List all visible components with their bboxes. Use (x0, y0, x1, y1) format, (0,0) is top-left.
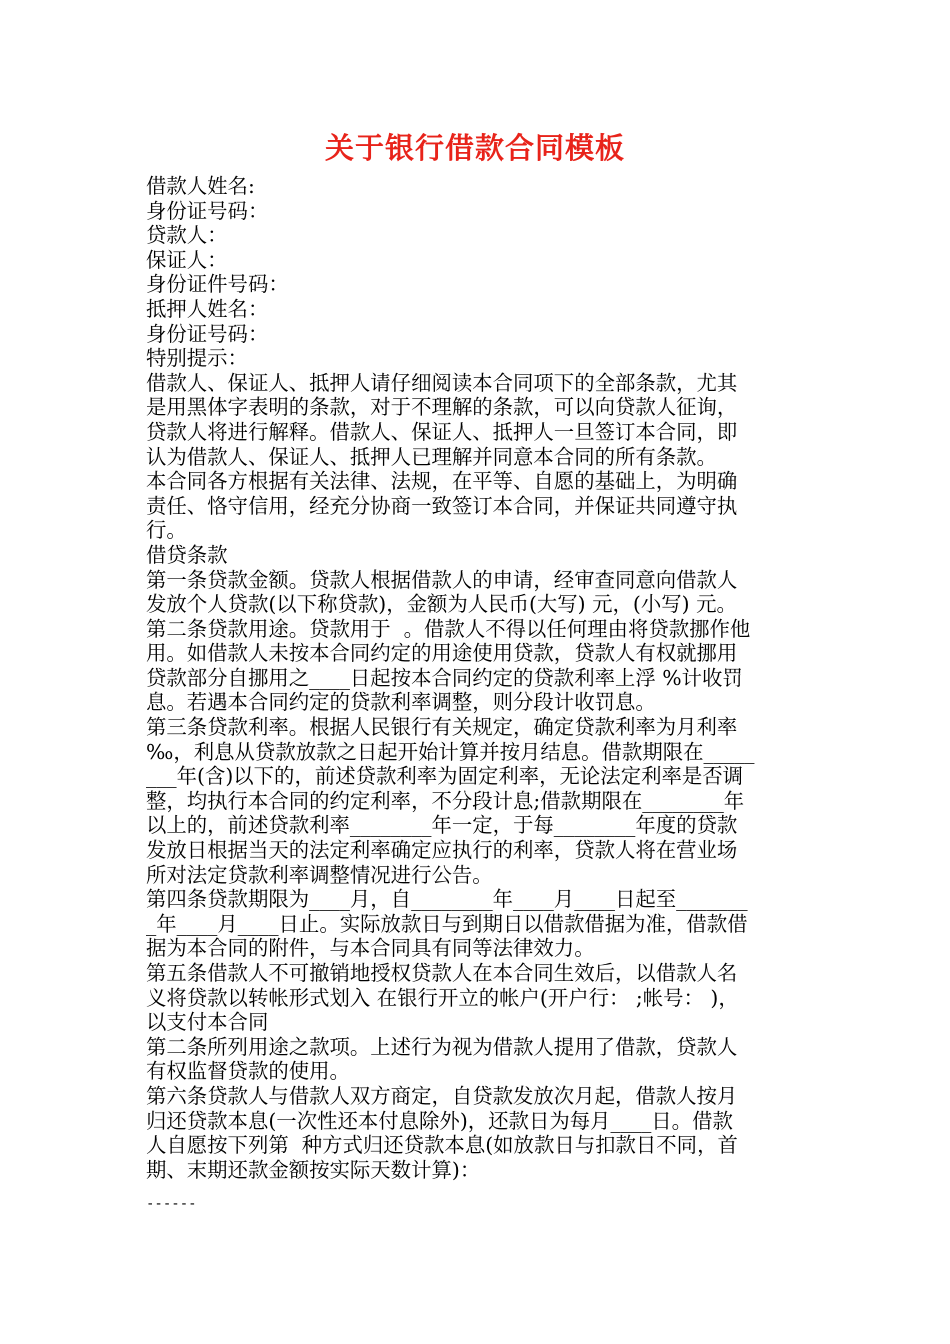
text-line: 第二条所列用途之款项。上述行为视为借款人提用了借款，贷款人 (146, 1034, 738, 1059)
contract-body (146, 174, 812, 1182)
text-line: 贷款部分自挪用之____日起按本合同约定的贷款利率上浮 %计收罚 (146, 665, 743, 690)
text-line: 贷款人将进行解释。借款人、保证人、抵押人一旦签订本合同，即 (146, 419, 738, 444)
text-line: 特别提示： (146, 346, 248, 371)
document-title: 关于银行借款合同模板 (324, 131, 625, 165)
text-line: 第一条贷款金额。贷款人根据借款人的申请，经审查同意向借款人 (146, 567, 738, 592)
text-line: 第六条贷款人与借款人双方商定，自贷款发放次月起，借款人按月 (146, 1083, 738, 1108)
text-line: 发放个人贷款(以下称贷款)，金额为人民币(大写) 元，(小写) 元。 (146, 592, 737, 617)
text-line: 有权监督贷款的使用。 (146, 1059, 350, 1084)
text-line: 期、末期还款金额按实际天数计算)： (146, 1157, 481, 1182)
text-line: 行。 (146, 518, 187, 543)
text-line: 抵押人姓名： (146, 296, 269, 321)
text-line: 整，均执行本合同的约定利率，不分段计息;借款期限在________年 (146, 788, 745, 813)
text-line: 借款人、保证人、抵押人请仔细阅读本合同项下的全部条款，尤其 (146, 370, 738, 395)
text-line: 身份证号码： (146, 198, 269, 223)
text-line: 借款人姓名: (146, 174, 255, 198)
text-line: 第五条借款人不可撤销地授权贷款人在本合同生效后，以借款人名 (146, 961, 738, 985)
footer-rule: ------ (146, 1196, 197, 1212)
text-line: 认为借款人、保证人、抵押人已理解并同意本合同的所有条款。 (146, 444, 717, 469)
text-line: _年____月____日止。实际放款日与到期日以借款借据为准，借款借 (146, 911, 748, 936)
text-line: 身份证件号码： (146, 272, 289, 297)
text-line: 借贷条款 (146, 542, 228, 567)
text-line: 第四条贷款期限为____月，自________年____月____日起至_______ (146, 887, 748, 912)
text-line: 息。若遇本合同约定的贷款利率调整，则分段计收罚息。 (146, 690, 656, 715)
text-line: ‰，利息从贷款放款之日起开始计算并按月结息。借款期限在_____ (146, 739, 755, 764)
text-line: 身份证号码： (146, 321, 269, 346)
text-line: 责任、恪守信用，经充分协商一致签订本合同，并保证共同遵守执 (146, 493, 738, 518)
text-line: 用。如借款人未按本合同约定的用途使用贷款，贷款人有权就挪用 (146, 641, 738, 666)
text-line: ___年(含)以下的，前述贷款利率为固定利率，无论法定利率是否调 (146, 764, 744, 789)
text-line: 是用黑体字表明的条款，对于不理解的条款，可以向贷款人征询， (146, 395, 738, 420)
text-line: 人自愿按下列第 种方式归还贷款本息(如放款日与扣款日不同，首 (146, 1133, 738, 1158)
text-line: 保证人： (146, 247, 228, 272)
text-line: 第二条贷款用途。贷款用于 。借款人不得以任何理由将贷款挪作他 (146, 616, 751, 641)
text-line: 以上的，前述贷款利率________年一定，于每________年度的贷款 (146, 813, 738, 838)
text-line: 本合同各方根据有关法律、法规，在平等、自愿的基础上，为明确 (146, 469, 738, 494)
text-line: 义将贷款以转帐形式划入 在银行开立的帐户(开户行： ;帐号： )， (146, 985, 739, 1010)
text-line: 据为本合同的附件，与本合同具有同等法律效力。 (146, 936, 595, 961)
text-line: 发放日根据当天的法定利率确定应执行的利率，贷款人将在营业场 (146, 838, 738, 863)
text-line: 贷款人： (146, 223, 228, 248)
text-line: 以支付本合同 (146, 1010, 269, 1035)
text-line: 归还贷款本息(一次性还本付息除外)，还款日为每月____日。借款 (146, 1108, 733, 1133)
text-line: 所对法定贷款利率调整情况进行公告。 (146, 862, 493, 887)
text-line: 第三条贷款利率。根据人民银行有关规定，确定贷款利率为月利率 (146, 715, 738, 740)
